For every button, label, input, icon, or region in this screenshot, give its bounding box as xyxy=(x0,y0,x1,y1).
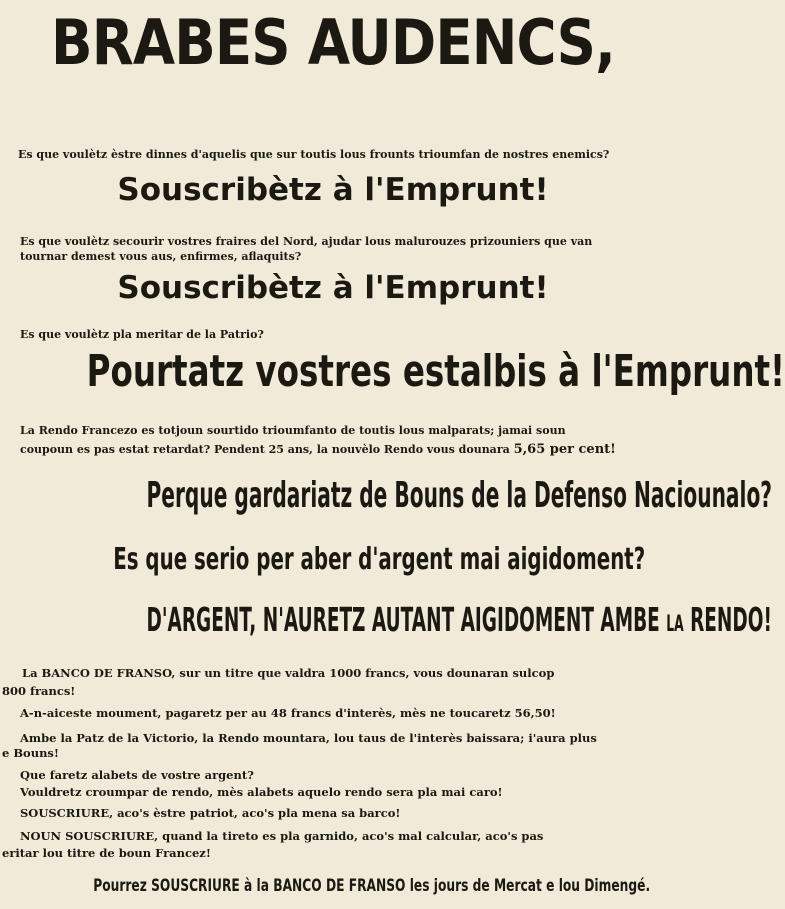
banco-line-1: La BANCO DE FRANSO, sur un titre que valdra 1000 francs, vous dounaran sulcop xyxy=(22,666,555,680)
esque-heading: Es que serio per aber d'argent mai aigidoment? xyxy=(113,542,646,577)
argent-la: LA xyxy=(666,612,684,637)
noun-line-2: eritar lou titre de boun Francez! xyxy=(2,846,211,860)
aneste-line: A-n-aiceste moument, pagaretz per au 48 francs d'interès, mès ne toucaretz 56,50! xyxy=(20,706,556,720)
faretz-line-2: Vouldretz croumpar de rendo, mès alabets aquelo rendo sera pla mai caro! xyxy=(20,785,503,799)
rendo-line-1: La Rendo Francezo es totjoun sourtido trioumfanto de toutis lous malparats; jamai soun xyxy=(20,424,566,437)
argent-text: D'ARGENT, N'AURETZ AUTANT AIGIDOMENT AMBE xyxy=(146,600,660,639)
slogan-subscribe-2: Souscribètz à l'Emprunt! xyxy=(117,270,549,306)
banco-line-2: 800 francs! xyxy=(2,684,76,698)
rendo-line-2-text: coupoun es pas estat retardat? Pendent 25 ans, la nouvèlo Rendo vous dounara xyxy=(20,443,510,456)
question-2-line-1: Es que voulètz secourir vostres fraires del Nord, ajudar lous malurouzes prizouniers que van xyxy=(20,235,593,248)
argent-rendo: RENDO! xyxy=(690,600,772,639)
footer-line: Pourrez SOUSCRIURE à la BANCO DE FRANSO les jours de Mercat e lou Dimengé. xyxy=(93,876,651,896)
question-2-line-2: tournar demest vous aus, enfirmes, aflaquits? xyxy=(20,250,302,263)
patz-line-1: Ambe la Patz de la Victorio, la Rendo mountara, lou taus de l'interès baissara; i'aura plus xyxy=(20,731,597,745)
question-1: Es que voulètz èstre dinnes d'aquelis que sur toutis lous frounts trioumfan de nostres enemics? xyxy=(18,148,610,161)
noun-line-1: NOUN SOUSCRIURE, quand la tireto es pla garnido, aco's mal calcular, aco's pas xyxy=(20,829,544,843)
slogan-savings: Pourtatz vostres estalbis à l'Emprunt! xyxy=(86,346,785,397)
souscriure-line: SOUSCRIURE, aco's èstre patriot, aco's pla mena sa barco! xyxy=(20,806,401,820)
perque-heading: Perque gardariatz de Bouns de la Defenso Naciounalo? xyxy=(146,475,772,516)
rendo-rate: 5,65 per cent! xyxy=(513,442,616,457)
rendo-line-2 xyxy=(20,442,616,457)
question-3: Es que voulètz pla meritar de la Patrio? xyxy=(20,328,264,341)
patz-line-2: e Bouns! xyxy=(2,746,59,760)
faretz-line-1: Que faretz alabets de vostre argent? xyxy=(20,768,254,782)
slogan-subscribe-1: Souscribètz à l'Emprunt! xyxy=(117,172,549,208)
argent-heading xyxy=(146,600,772,639)
poster-title: BRABES AUDENCS, xyxy=(51,6,615,79)
